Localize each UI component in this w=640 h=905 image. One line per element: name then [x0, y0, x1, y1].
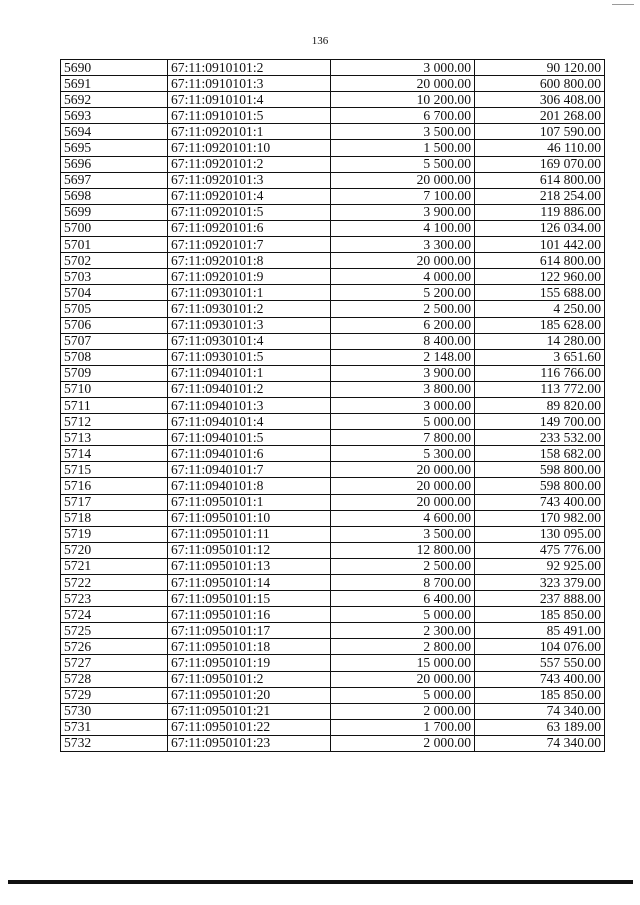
area-cell: 3 900.00 [331, 365, 475, 381]
area-cell: 3 500.00 [331, 526, 475, 542]
cadastral-value-cell: 218 254.00 [475, 188, 605, 204]
cadastral-value-cell: 130 095.00 [475, 526, 605, 542]
row-number-cell: 5705 [61, 301, 168, 317]
cadastral-number-cell: 67:11:0920101:3 [168, 172, 331, 188]
corner-mark [612, 4, 634, 5]
row-number-cell: 5709 [61, 365, 168, 381]
table-row [61, 494, 605, 510]
table-row [61, 156, 605, 172]
cadastral-number-cell: 67:11:0950101:21 [168, 703, 331, 719]
cadastral-value-cell: 185 850.00 [475, 687, 605, 703]
row-number-cell: 5718 [61, 510, 168, 526]
cadastral-value-cell: 170 982.00 [475, 510, 605, 526]
area-cell: 20 000.00 [331, 253, 475, 269]
cadastral-number-cell: 67:11:0950101:11 [168, 526, 331, 542]
table-row [61, 639, 605, 655]
row-number-cell: 5717 [61, 494, 168, 510]
table-row [61, 510, 605, 526]
row-number-cell: 5696 [61, 156, 168, 172]
cadastral-value-cell: 126 034.00 [475, 220, 605, 236]
cadastral-value-cell: 113 772.00 [475, 381, 605, 397]
table-row [61, 703, 605, 719]
area-cell: 3 500.00 [331, 124, 475, 140]
cadastral-number-cell: 67:11:0920101:9 [168, 269, 331, 285]
cadastral-number-cell: 67:11:0930101:2 [168, 301, 331, 317]
table-row [61, 671, 605, 687]
cadastral-number-cell: 67:11:0910101:3 [168, 76, 331, 92]
table-row [61, 591, 605, 607]
area-cell: 4 600.00 [331, 510, 475, 526]
cadastral-number-cell: 67:11:0940101:8 [168, 478, 331, 494]
table-row [61, 108, 605, 124]
row-number-cell: 5721 [61, 558, 168, 574]
cadastral-number-cell: 67:11:0950101:19 [168, 655, 331, 671]
table-row [61, 333, 605, 349]
cadastral-value-cell: 598 800.00 [475, 462, 605, 478]
area-cell: 4 100.00 [331, 220, 475, 236]
area-cell: 3 000.00 [331, 397, 475, 413]
row-number-cell: 5710 [61, 381, 168, 397]
area-cell: 15 000.00 [331, 655, 475, 671]
cadastral-value-cell: 101 442.00 [475, 237, 605, 253]
row-number-cell: 5707 [61, 333, 168, 349]
row-number-cell: 5690 [61, 60, 168, 76]
cadastral-value-cell: 92 925.00 [475, 558, 605, 574]
cadastral-number-cell: 67:11:0950101:13 [168, 558, 331, 574]
row-number-cell: 5704 [61, 285, 168, 301]
area-cell: 3 900.00 [331, 204, 475, 220]
cadastral-number-cell: 67:11:0910101:4 [168, 92, 331, 108]
area-cell: 20 000.00 [331, 172, 475, 188]
cadastral-number-cell: 67:11:0940101:4 [168, 414, 331, 430]
row-number-cell: 5730 [61, 703, 168, 719]
row-number-cell: 5716 [61, 478, 168, 494]
area-cell: 7 800.00 [331, 430, 475, 446]
table-row [61, 188, 605, 204]
area-cell: 3 300.00 [331, 237, 475, 253]
row-number-cell: 5695 [61, 140, 168, 156]
table-row [61, 687, 605, 703]
cadastral-value-cell: 614 800.00 [475, 172, 605, 188]
table-row [61, 269, 605, 285]
cadastral-value-cell: 85 491.00 [475, 623, 605, 639]
cadastral-number-cell: 67:11:0950101:20 [168, 687, 331, 703]
area-cell: 2 000.00 [331, 703, 475, 719]
area-cell: 10 200.00 [331, 92, 475, 108]
cadastral-value-cell: 169 070.00 [475, 156, 605, 172]
cadastral-number-cell: 67:11:0920101:2 [168, 156, 331, 172]
cadastral-number-cell: 67:11:0920101:8 [168, 253, 331, 269]
cadastral-value-cell: 237 888.00 [475, 591, 605, 607]
area-cell: 4 000.00 [331, 269, 475, 285]
cadastral-value-cell: 323 379.00 [475, 575, 605, 591]
cadastral-number-cell: 67:11:0910101:2 [168, 60, 331, 76]
row-number-cell: 5729 [61, 687, 168, 703]
parcel-table-body [61, 60, 605, 752]
cadastral-number-cell: 67:11:0950101:1 [168, 494, 331, 510]
table-row [61, 237, 605, 253]
cadastral-number-cell: 67:11:0920101:5 [168, 204, 331, 220]
cadastral-number-cell: 67:11:0930101:3 [168, 317, 331, 333]
cadastral-value-cell: 185 628.00 [475, 317, 605, 333]
area-cell: 8 400.00 [331, 333, 475, 349]
row-number-cell: 5703 [61, 269, 168, 285]
area-cell: 2 300.00 [331, 623, 475, 639]
area-cell: 2 148.00 [331, 349, 475, 365]
cadastral-value-cell: 122 960.00 [475, 269, 605, 285]
table-row [61, 365, 605, 381]
area-cell: 6 200.00 [331, 317, 475, 333]
area-cell: 12 800.00 [331, 542, 475, 558]
row-number-cell: 5698 [61, 188, 168, 204]
table-row [61, 478, 605, 494]
row-number-cell: 5719 [61, 526, 168, 542]
table-row [61, 719, 605, 735]
row-number-cell: 5720 [61, 542, 168, 558]
area-cell: 1 500.00 [331, 140, 475, 156]
row-number-cell: 5694 [61, 124, 168, 140]
table-row [61, 655, 605, 671]
bottom-rule [8, 880, 633, 884]
cadastral-value-cell: 155 688.00 [475, 285, 605, 301]
cadastral-value-cell: 600 800.00 [475, 76, 605, 92]
table-row [61, 140, 605, 156]
cadastral-value-cell: 233 532.00 [475, 430, 605, 446]
cadastral-number-cell: 67:11:0950101:14 [168, 575, 331, 591]
row-number-cell: 5712 [61, 414, 168, 430]
cadastral-value-cell: 14 280.00 [475, 333, 605, 349]
cadastral-number-cell: 67:11:0940101:5 [168, 430, 331, 446]
row-number-cell: 5714 [61, 446, 168, 462]
table-row [61, 172, 605, 188]
area-cell: 5 300.00 [331, 446, 475, 462]
table-row [61, 317, 605, 333]
row-number-cell: 5693 [61, 108, 168, 124]
row-number-cell: 5713 [61, 430, 168, 446]
cadastral-value-cell: 3 651.60 [475, 349, 605, 365]
table-row [61, 462, 605, 478]
table-row [61, 558, 605, 574]
row-number-cell: 5715 [61, 462, 168, 478]
cadastral-value-cell: 107 590.00 [475, 124, 605, 140]
row-number-cell: 5702 [61, 253, 168, 269]
area-cell: 6 700.00 [331, 108, 475, 124]
cadastral-number-cell: 67:11:0950101:2 [168, 671, 331, 687]
cadastral-value-cell: 63 189.00 [475, 719, 605, 735]
cadastral-number-cell: 67:11:0940101:2 [168, 381, 331, 397]
cadastral-value-cell: 598 800.00 [475, 478, 605, 494]
cadastral-value-cell: 74 340.00 [475, 735, 605, 751]
area-cell: 2 500.00 [331, 558, 475, 574]
table-row [61, 542, 605, 558]
area-cell: 8 700.00 [331, 575, 475, 591]
cadastral-number-cell: 67:11:0930101:5 [168, 349, 331, 365]
area-cell: 7 100.00 [331, 188, 475, 204]
area-cell: 20 000.00 [331, 462, 475, 478]
row-number-cell: 5692 [61, 92, 168, 108]
area-cell: 5 000.00 [331, 607, 475, 623]
row-number-cell: 5708 [61, 349, 168, 365]
cadastral-value-cell: 201 268.00 [475, 108, 605, 124]
area-cell: 1 700.00 [331, 719, 475, 735]
cadastral-value-cell: 104 076.00 [475, 639, 605, 655]
row-number-cell: 5691 [61, 76, 168, 92]
cadastral-value-cell: 116 766.00 [475, 365, 605, 381]
cadastral-value-cell: 74 340.00 [475, 703, 605, 719]
cadastral-number-cell: 67:11:0920101:10 [168, 140, 331, 156]
area-cell: 2 000.00 [331, 735, 475, 751]
table-row [61, 253, 605, 269]
cadastral-value-cell: 89 820.00 [475, 397, 605, 413]
cadastral-number-cell: 67:11:0950101:10 [168, 510, 331, 526]
row-number-cell: 5700 [61, 220, 168, 236]
area-cell: 20 000.00 [331, 76, 475, 92]
table-row [61, 204, 605, 220]
area-cell: 20 000.00 [331, 494, 475, 510]
cadastral-number-cell: 67:11:0910101:5 [168, 108, 331, 124]
row-number-cell: 5726 [61, 639, 168, 655]
area-cell: 5 000.00 [331, 687, 475, 703]
table-row [61, 92, 605, 108]
cadastral-value-cell: 306 408.00 [475, 92, 605, 108]
row-number-cell: 5732 [61, 735, 168, 751]
cadastral-number-cell: 67:11:0920101:1 [168, 124, 331, 140]
table-row [61, 60, 605, 76]
cadastral-value-cell: 557 550.00 [475, 655, 605, 671]
row-number-cell: 5701 [61, 237, 168, 253]
cadastral-value-cell: 158 682.00 [475, 446, 605, 462]
page-number: 136 [311, 35, 329, 47]
table-row [61, 124, 605, 140]
table-row [61, 349, 605, 365]
cadastral-value-cell: 185 850.00 [475, 607, 605, 623]
cadastral-number-cell: 67:11:0940101:3 [168, 397, 331, 413]
area-cell: 5 000.00 [331, 414, 475, 430]
table-row [61, 397, 605, 413]
table-row [61, 381, 605, 397]
cadastral-value-cell: 119 886.00 [475, 204, 605, 220]
cadastral-number-cell: 67:11:0950101:16 [168, 607, 331, 623]
cadastral-number-cell: 67:11:0920101:7 [168, 237, 331, 253]
row-number-cell: 5724 [61, 607, 168, 623]
row-number-cell: 5706 [61, 317, 168, 333]
table-row [61, 285, 605, 301]
table-row [61, 607, 605, 623]
cadastral-number-cell: 67:11:0940101:6 [168, 446, 331, 462]
cadastral-value-cell: 4 250.00 [475, 301, 605, 317]
cadastral-value-cell: 46 110.00 [475, 140, 605, 156]
cadastral-number-cell: 67:11:0930101:4 [168, 333, 331, 349]
table-row [61, 623, 605, 639]
cadastral-number-cell: 67:11:0920101:6 [168, 220, 331, 236]
table-row [61, 414, 605, 430]
cadastral-number-cell: 67:11:0940101:1 [168, 365, 331, 381]
row-number-cell: 5699 [61, 204, 168, 220]
cadastral-value-cell: 90 120.00 [475, 60, 605, 76]
area-cell: 5 200.00 [331, 285, 475, 301]
area-cell: 6 400.00 [331, 591, 475, 607]
cadastral-value-cell: 475 776.00 [475, 542, 605, 558]
area-cell: 20 000.00 [331, 478, 475, 494]
row-number-cell: 5697 [61, 172, 168, 188]
table-row [61, 575, 605, 591]
cadastral-number-cell: 67:11:0950101:12 [168, 542, 331, 558]
table-row [61, 735, 605, 751]
row-number-cell: 5711 [61, 397, 168, 413]
table-row [61, 446, 605, 462]
cadastral-value-cell: 614 800.00 [475, 253, 605, 269]
cadastral-number-cell: 67:11:0930101:1 [168, 285, 331, 301]
cadastral-number-cell: 67:11:0920101:4 [168, 188, 331, 204]
row-number-cell: 5725 [61, 623, 168, 639]
parcel-table [60, 59, 605, 752]
table-row [61, 526, 605, 542]
cadastral-number-cell: 67:11:0950101:15 [168, 591, 331, 607]
cadastral-value-cell: 743 400.00 [475, 671, 605, 687]
table-row [61, 430, 605, 446]
area-cell: 2 500.00 [331, 301, 475, 317]
area-cell: 20 000.00 [331, 671, 475, 687]
cadastral-number-cell: 67:11:0950101:18 [168, 639, 331, 655]
row-number-cell: 5723 [61, 591, 168, 607]
area-cell: 3 800.00 [331, 381, 475, 397]
row-number-cell: 5728 [61, 671, 168, 687]
table-row [61, 76, 605, 92]
row-number-cell: 5727 [61, 655, 168, 671]
table-row [61, 301, 605, 317]
cadastral-value-cell: 743 400.00 [475, 494, 605, 510]
cadastral-number-cell: 67:11:0950101:17 [168, 623, 331, 639]
cadastral-number-cell: 67:11:0940101:7 [168, 462, 331, 478]
row-number-cell: 5722 [61, 575, 168, 591]
area-cell: 3 000.00 [331, 60, 475, 76]
table-row [61, 220, 605, 236]
cadastral-number-cell: 67:11:0950101:22 [168, 719, 331, 735]
row-number-cell: 5731 [61, 719, 168, 735]
cadastral-number-cell: 67:11:0950101:23 [168, 735, 331, 751]
area-cell: 5 500.00 [331, 156, 475, 172]
cadastral-value-cell: 149 700.00 [475, 414, 605, 430]
area-cell: 2 800.00 [331, 639, 475, 655]
